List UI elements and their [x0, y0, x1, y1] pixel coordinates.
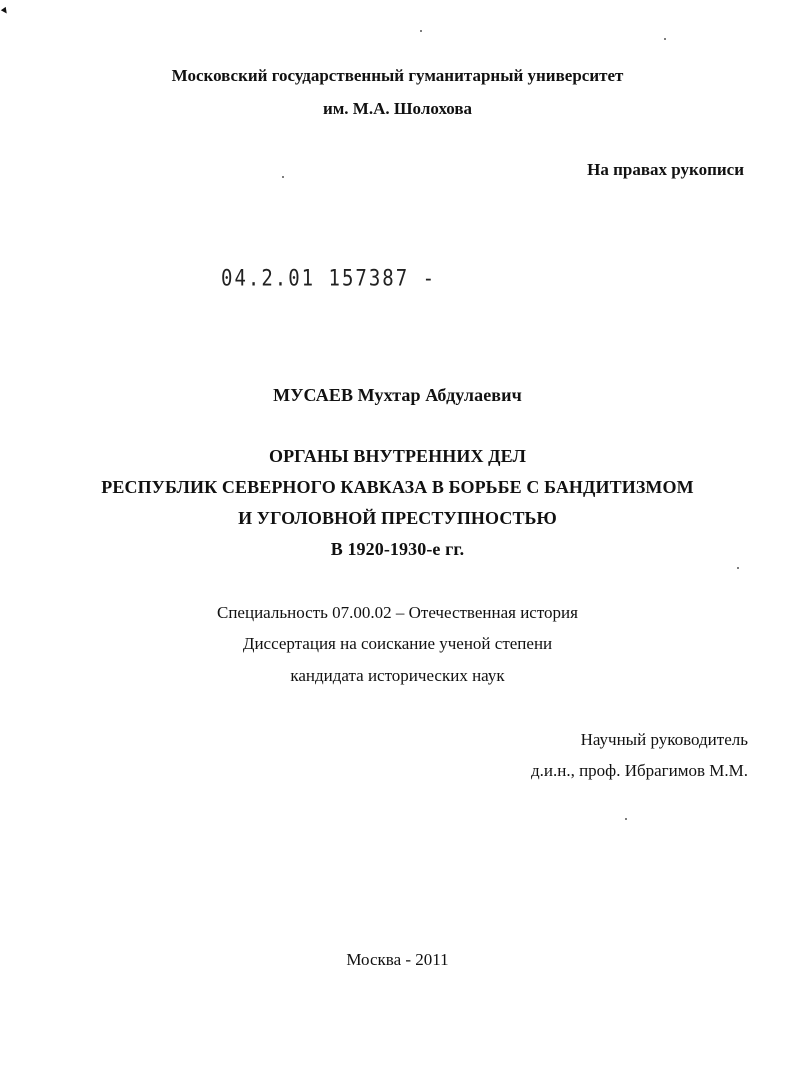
supervisor-name: д.и.н., проф. Ибрагимов М.М.: [530, 761, 748, 780]
manuscript-rights-note: На правах рукописи: [587, 160, 744, 179]
title-line-4: В 1920-1930-е гг.: [330, 539, 465, 559]
scan-speck: [737, 567, 739, 569]
title-line-1: ОРГАНЫ ВНУТРЕННИХ ДЕЛ: [268, 446, 527, 466]
university-name: Московский государственный гуманитарный университет: [171, 66, 624, 85]
scan-speck: [420, 30, 422, 32]
university-honorific: им. М.А. Шолохова: [322, 99, 473, 118]
degree-statement: Диссертация на соискание ученой степени: [242, 634, 553, 653]
scan-speck: [664, 38, 666, 40]
degree-name: кандидата исторических наук: [290, 666, 505, 685]
library-stamp-number: 04.2.01 157387 -: [221, 266, 437, 292]
author-name: МУСАЕВ Мухтар Абдулаевич: [273, 385, 522, 405]
scan-speck: [282, 176, 284, 178]
city-year: Москва - 2011: [346, 950, 449, 969]
specialty-code: Специальность 07.00.02 – Отечественная история: [217, 603, 578, 622]
supervisor-label: Научный руководитель: [580, 730, 748, 749]
title-line-2: РЕСПУБЛИК СЕВЕРНОГО КАВКАЗА В БОРЬБЕ С БАНДИТИЗМОМ: [101, 477, 694, 497]
scan-corner-mark: [1, 7, 9, 15]
scan-speck: [625, 818, 627, 820]
title-line-3: И УГОЛОВНОЙ ПРЕСТУПНОСТЬЮ: [238, 508, 557, 528]
